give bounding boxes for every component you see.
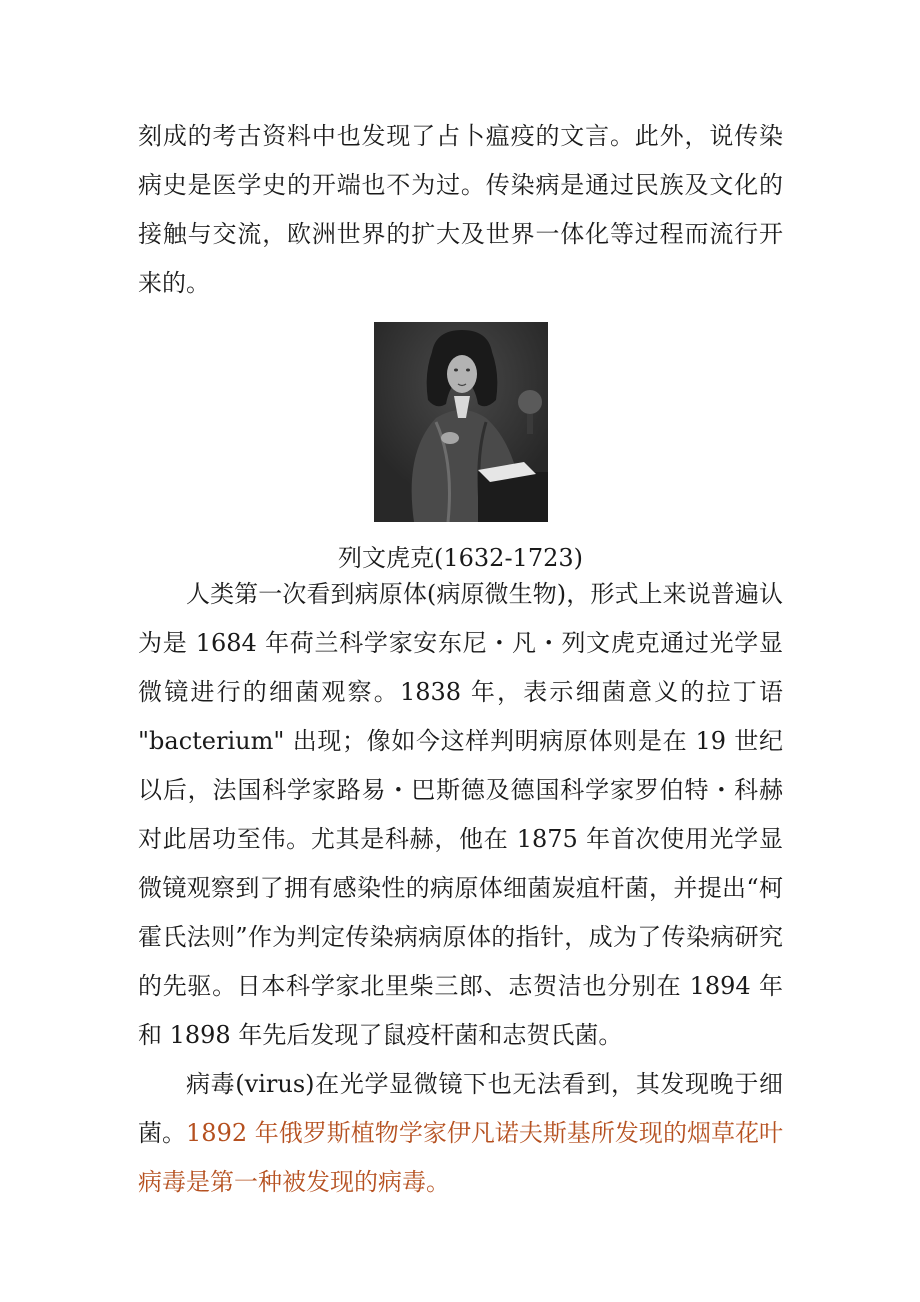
virus-text: 病毒(virus)在光学显微镜下也无法看到，其发现晚于细菌。 — [138, 1070, 783, 1147]
paragraph-pathogen-history: 人类第一次看到病原体(病原微生物)，形式上来说普遍认为是 1684 年荷兰科学家安东尼・凡・列文虎克通过光学显微镜进行的细菌观察。1838 年，表示细菌意义的拉丁语 "bacterium" 出现；像如今这样判明病原体则是在 19 世纪以后，法国科学家路易・巴斯德及德国科学家罗伯特・科赫对此居功至伟。尤其是科赫，他在 1875 年首次使用光学显微镜观察到了拥有感染性的病原体细菌炭疽杆菌，并提出“柯霍氏法则”作为判定传染病病原体的指针，成为了传染病研究的先驱。日本科学家北里柴三郎、志贺洁也分别在 1894 年和 1898 年先后发现了鼠疫杆菌和志贺氏菌。 — [138, 580, 783, 1049]
virus-highlight-text: 1892 年俄罗斯植物学家伊凡诺夫斯基所发现的烟草花叶病毒是第一种被发现的病毒。 — [138, 1119, 783, 1196]
figure-portrait — [138, 322, 783, 576]
portrait-image — [374, 322, 548, 522]
figure-caption: 列文虎克(1632-1723) — [338, 544, 583, 572]
paragraph-virus — [138, 1060, 783, 1207]
document-page — [138, 112, 783, 1207]
paragraph-intro: 刻成的考古资料中也发现了占卜瘟疫的文言。此外，说传染病史是医学史的开端也不为过。传染病是通过民族及文化的接触与交流，欧洲世界的扩大及世界一体化等过程而流行开来的。 — [138, 122, 783, 297]
